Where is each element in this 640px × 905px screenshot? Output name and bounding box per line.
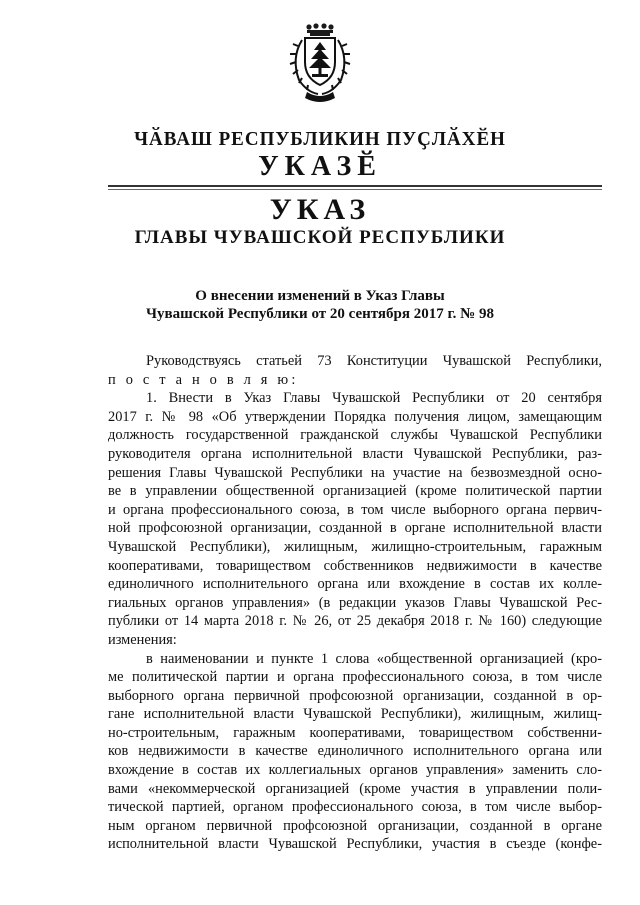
header-divider-thin [108,189,602,190]
body-line: изменения: [108,631,177,648]
chuvash-emblem-icon [285,22,355,104]
body-line: в наименовании и пункте 1 слова «общественной организацией (кро- [146,650,602,667]
body-line: исполнительной власти Чувашской Республики, участия в съезде (конфе- [108,836,602,853]
body-line: 1. Внести в Указ Главы Чувашской Республики от 20 сентября [146,390,602,407]
body-line: гане исполнительной власти Чувашской Республики), жилищным, жилищ- [108,706,602,723]
body-line: публики от 14 марта 2018 г. № 26, от 25 декабря 2018 г. № 160) следующие [108,613,602,630]
body-line: вхождение в состав их коллегиальных органов управления» заменить сло- [108,762,602,779]
body-line: кооперативами, товариществом собственников недвижимости в качестве [108,557,602,574]
body-line: но-строительным, гаражным кооперативами, товариществом собственни- [108,724,602,741]
body-line: ной профсоюзной организации, созданной в органе исполнительной власти [108,520,602,537]
body-line-postanovlyayu: п о с т а н о в л я ю: [108,371,299,388]
russian-ukaz-heading: УКАЗ [269,193,371,226]
body-line: тической партией, органом профессионального союза, в том числе выбор- [108,799,602,816]
body-line: решения Главы Чувашской Республики на участие на безвозмездной осно- [108,464,602,481]
body-line: должность государственной гражданской службы Чувашской Республики [108,427,602,444]
header-divider-thick [108,185,602,187]
body-line: единоличного исполнительного органа или вхождение в состав их колле- [108,576,602,593]
document-body [108,352,602,854]
body-line: ков недвижимости в качестве единоличного исполнительного органа или [108,743,602,760]
document-title-line-2: Чувашской Республики от 20 сентября 2017 г. № 98 [146,306,494,322]
body-line: ве в управлении общественной организацией (кроме политической партии [108,483,602,500]
document-title-line-1: О внесении изменений в Указ Главы [195,288,445,304]
chuvash-header-title: ЧӐВАШ РЕСПУБЛИКИН ПУҪЛӐХӖН [134,128,506,151]
body-line: Руководствуясь статьей 73 Конституции Чувашской Республики, [146,353,602,369]
body-line: вами «некоммерческой организацией (кроме участия в управлении поли- [108,780,602,797]
body-line: и органа профессионального союза, в том числе выборного органа первич- [108,501,602,518]
body-line: выборного органа первичной профсоюзной организации, созданной в ор- [108,687,602,704]
body-line: руководителя органа исполнительной власти Чувашской Республики, раз- [108,445,602,462]
russian-subtitle: ГЛАВЫ ЧУВАШСКОЙ РЕСПУБЛИКИ [134,227,506,248]
body-line: 2017 г. № 98 «Об утверждении Порядка получения лицом, замещающим [108,408,602,425]
chuvash-ukaz-heading: УКАЗӖ [258,151,382,182]
body-line: Чувашской Республики), жилищным, жилищно-строительным, гаражным [108,538,602,555]
body-line: ным органом первичной профсоюзной организации, созданной в органе [108,817,602,834]
body-line: ме политической партии и органа профессионального союза, в том числе [108,669,602,686]
document-title [0,287,640,323]
body-line: гиальных органов управления» (в редакции указов Главы Чувашской Рес- [108,594,602,611]
